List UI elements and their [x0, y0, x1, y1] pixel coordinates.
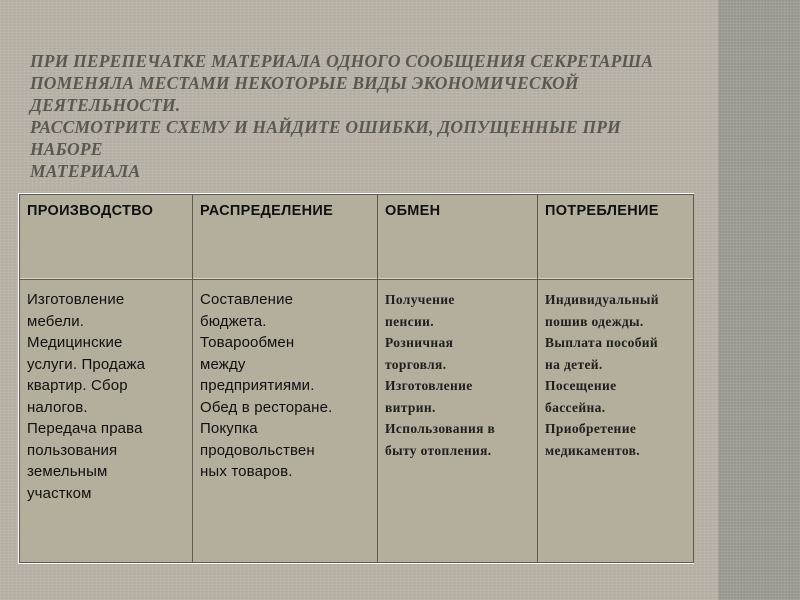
cell-distribution [193, 280, 378, 563]
side-decor-strip [718, 0, 800, 600]
header-consumption: ПОТРЕБЛЕНИЕ [538, 195, 694, 280]
heading-line: ПОМЕНЯЛА МЕСТАМИ НЕКОТОРЫЕ ВИДЫ ЭКОНОМИЧЕСКОЙ [30, 73, 579, 93]
cell-exchange-text: Получение пенсии. Розничная торговля. Изготовление витрин. Использования в быту отопления. [385, 292, 496, 458]
heading-line: РАССМОТРИТЕ СХЕМУ И НАЙДИТЕ ОШИБКИ, ДОПУЩЕННЫЕ ПРИ НАБОРЕ [30, 117, 621, 159]
heading-line: ДЕЯТЕЛЬНОСТИ. [30, 95, 181, 115]
table-row [20, 280, 694, 563]
header-distribution: РАСПРЕДЕЛЕНИЕ [193, 195, 378, 280]
header-exchange: ОБМЕН [378, 195, 538, 280]
cell-exchange [378, 280, 538, 563]
cell-distribution-text: Составление бюджета. Товарообмен между предприятиями. Обед в ресторане. Покупка продовольствен ных товаров. [200, 291, 333, 480]
cell-production-text: Изготовление мебели. Медицинские услуги. Продажа квартир. Сбор налогов. Передача права пользования земельным участком [27, 291, 146, 502]
header-production: ПРОИЗВОДСТВО [20, 195, 193, 280]
heading-line: МАТЕРИАЛА [30, 161, 141, 181]
activities-table-container [18, 193, 694, 564]
cell-production [20, 280, 193, 563]
heading-line: ПРИ ПЕРЕПЕЧАТКЕ МАТЕРИАЛА ОДНОГО СООБЩЕНИЯ СЕКРЕТАРША [30, 51, 654, 71]
economic-activities-table [19, 194, 694, 563]
table-header-row [20, 195, 694, 280]
cell-consumption-text: Индивидуальный пошив одежды. Выплата пособий на детей. Посещение бассейна. Приобретение медикаментов. [545, 292, 659, 458]
cell-consumption [538, 280, 694, 563]
task-heading [30, 50, 690, 182]
